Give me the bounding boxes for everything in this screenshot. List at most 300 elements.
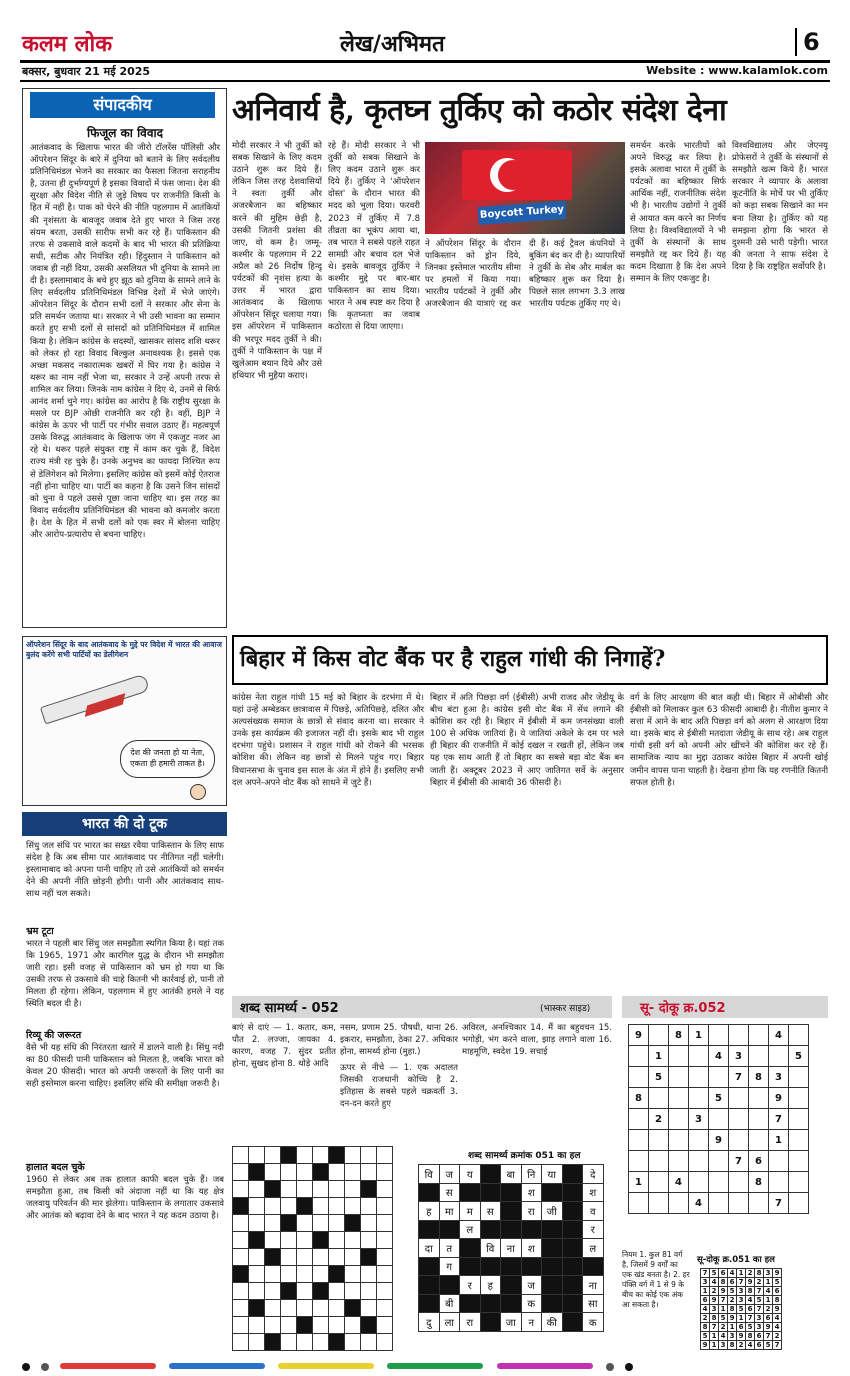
sudoku-answer-cell: 3: [764, 1269, 773, 1278]
bihar-column-2: बिहार में अति पिछड़ा वर्ग (ईबीसी) अभी राजद और जेडीयू के बीच बंटा हुआ है। कांग्रेस इसी वोट बैंक में सेंध लगाने की कोशिश कर रही है। बिहार में ईबीसी में कम जनसंख्या वाली 100 से अधिक जातियां हैं। ये जातियां अकेले के दम पर भले ही बिहार की राजनीति में कोई दखल न रखती हों, लेकिन जब यह एक साथ आती हैं तो बिहार का सबसे बड़ा वोट बैंक बन जाती हैं। अक्टूबर 2023 में आए जातिगत सर्वे के अनुसार बिहार में ईबीसी की आबादी 36 फीसदी है।: [430, 693, 624, 788]
sudoku-cell: 1: [769, 1130, 789, 1151]
word-answer-cell: र: [460, 1276, 481, 1295]
crossword-cell[interactable]: [329, 1300, 345, 1317]
page-number: 6: [795, 28, 820, 56]
crossword-cell[interactable]: [281, 1283, 297, 1300]
crossword-cell[interactable]: [329, 1334, 345, 1351]
crossword-cell[interactable]: [377, 1334, 393, 1351]
crossword-cell[interactable]: [249, 1198, 265, 1215]
crossword-cell[interactable]: [377, 1215, 393, 1232]
sudoku-answer-cell: 5: [773, 1278, 782, 1287]
crossword-cell[interactable]: [233, 1164, 249, 1181]
column-heading: भारत की दो टूक: [22, 812, 227, 836]
crossword-cell[interactable]: [361, 1232, 377, 1249]
crossword-cell[interactable]: [297, 1232, 313, 1249]
crossword-cell[interactable]: [297, 1147, 313, 1164]
crossword-cell[interactable]: [377, 1198, 393, 1215]
sudoku-cell: [789, 1088, 809, 1109]
sudoku-answer-cell: 1: [764, 1296, 773, 1305]
word-clues-across: बाएं से दाएं — 1. कतार, कम, पौत 2. लज्जा, जायका 4. कारण, वजह 7. सुंदर प्रतीत होना, सुखद होना 8. थोड़े आदि: [232, 1023, 336, 1070]
sudoku-cell: 2: [649, 1109, 669, 1130]
crossword-cell[interactable]: [297, 1317, 313, 1334]
sudoku-answer-cell: 8: [710, 1314, 719, 1323]
crossword-cell[interactable]: [265, 1164, 281, 1181]
crossword-cell[interactable]: [233, 1249, 249, 1266]
word-clues-right: नसम, प्रणाम 25. पौषधी, थाना 26. इकरार, समझौता, ठेका 27. अधिकार होना, सामर्थ्य होना (मुहा.): [340, 1023, 458, 1058]
sudoku-answer-cell: 7: [755, 1305, 764, 1314]
crossword-cell[interactable]: [329, 1232, 345, 1249]
crossword-cell[interactable]: [297, 1164, 313, 1181]
crossword-cell[interactable]: [281, 1249, 297, 1266]
black-dot: [22, 1363, 30, 1371]
crossword-cell[interactable]: [265, 1266, 281, 1283]
word-answer-cell: ल: [460, 1220, 481, 1239]
sudoku-cell: [789, 1130, 809, 1151]
crossword-cell[interactable]: [345, 1317, 361, 1334]
crossword-cell[interactable]: [361, 1249, 377, 1266]
sudoku-answer-cell: 2: [728, 1296, 737, 1305]
crossword-cell[interactable]: [297, 1334, 313, 1351]
sudoku-cell: [689, 1088, 709, 1109]
sudoku-cell: [669, 1193, 689, 1214]
sudoku-answer-cell: 9: [728, 1314, 737, 1323]
subhead-3: हालात बदल चुके: [26, 1162, 85, 1173]
sudoku-cell: [749, 1046, 769, 1067]
sudoku-answer-cell: 6: [773, 1287, 782, 1296]
sudoku-cell: 9: [709, 1130, 729, 1151]
main-article-column-1: मोदी सरकार ने भी तुर्की को सबक सिखाने के लिए कदम उठाने शुरू कर दिये हैं। लेकिन जिस तरह देशवासियों ने स्वतः तुर्की और अजरबैजान का बहिष्कार करने की मुहिम छेड़ी है, उसकी जितनी प्रशंसा की जाए, वो कम है। जम्मू-कश्मीर के पहलगाम में 22 अप्रैल को 26 निर्दोष हिन्दू पर्यटकों की नृशंस हत्या के उत्तर में भारत द्वारा आतंकवाद के खिलाफ ऑपरेशन सिंदूर चलाया गया। इस ऑपरेशन में पाकिस्तान की भरपूर मदद तुर्की ने की। तुर्की ने पाकिस्तान के पक्ष में खुलेआम बयान दिये और उसे हथियार भी मुहैया कराए।: [232, 141, 322, 381]
sudoku-cell: [709, 1025, 729, 1046]
crossword-cell[interactable]: [297, 1215, 313, 1232]
crossword-cell[interactable]: [377, 1181, 393, 1198]
crossword-cell[interactable]: [329, 1181, 345, 1198]
crossword-cell[interactable]: [265, 1249, 281, 1266]
crossword-cell[interactable]: [377, 1147, 393, 1164]
crossword-cell[interactable]: [361, 1283, 377, 1300]
word-answer-cell: नि: [521, 1165, 542, 1184]
sudoku-cell: [669, 1088, 689, 1109]
cartoon-figure: [190, 784, 206, 800]
sudoku-cell: 8: [669, 1025, 689, 1046]
sudoku-cell: [669, 1109, 689, 1130]
crossword-cell[interactable]: [345, 1334, 361, 1351]
crossword-cell[interactable]: [265, 1198, 281, 1215]
sudoku-cell: [749, 1025, 769, 1046]
sudoku-answer-cell: 1: [719, 1305, 728, 1314]
word-answer-cell: ना: [583, 1276, 604, 1295]
crossword-cell[interactable]: [249, 1232, 265, 1249]
sudoku-cell: 5: [789, 1046, 809, 1067]
crossword-cell[interactable]: [297, 1300, 313, 1317]
cartoon-caption: ऑपरेशन सिंदूर के बाद आतंकवाद के मुद्दे पर विदेश में भारत की आवाज बुलंद करेंगे सभी पार्टियों का डेलीगेशन: [26, 640, 222, 659]
sudoku-cell: 9: [629, 1025, 649, 1046]
sudoku-answer-cell: 3: [728, 1332, 737, 1341]
crossword-cell[interactable]: [345, 1300, 361, 1317]
sudoku-cell: [649, 1193, 669, 1214]
sudoku-cell: [789, 1193, 809, 1214]
sudoku-answer-cell: 9: [719, 1287, 728, 1296]
main-article-column-2: रहे हैं। मोदी सरकार ने भी तुर्की को सबक सिखाने के लिए कदम उठाने शुरू कर दिये हैं। तुर्किए ने 'ऑपरेशन दोस्त' के दौरान भारत की मदद को भुला दिया। फरवरी 2023 में तुर्किए में 7.8 तीव्रता का भूकंप आया था, तब भारत ने सबसे पहले राहत सामग्री और बचाव दल भेजे थे। इसके बावजूद तुर्किए ने कश्मीर मुद्दे पर बार-बार पाकिस्तान का साथ दिया। भारत ने अब स्पष्ट कर दिया है कि कृतघ्नता का जवाब कठोरता से दिया जाएगा।: [328, 141, 420, 333]
sudoku-answer-cell: 3: [737, 1287, 746, 1296]
word-answer-cell: [562, 1220, 583, 1239]
sudoku-cell: [789, 1109, 809, 1130]
word-answer-cell: रा: [521, 1202, 542, 1221]
crossword-cell[interactable]: [377, 1300, 393, 1317]
crossword-cell[interactable]: [233, 1317, 249, 1334]
crossword-cell[interactable]: [361, 1334, 377, 1351]
sudoku-cell: [789, 1151, 809, 1172]
crossword-cell[interactable]: [281, 1300, 297, 1317]
sudoku-answer-cell: 5: [701, 1332, 710, 1341]
sudoku-answer-cell: 1: [737, 1314, 746, 1323]
sudoku-cell: [769, 1151, 789, 1172]
crossword-cell[interactable]: [249, 1249, 265, 1266]
crossword-grid[interactable]: [232, 1146, 393, 1351]
crossword-cell[interactable]: [329, 1198, 345, 1215]
crossword-cell[interactable]: [313, 1164, 329, 1181]
sudoku-cell: [629, 1130, 649, 1151]
crossword-cell[interactable]: [281, 1198, 297, 1215]
crossword-cell[interactable]: [329, 1283, 345, 1300]
sudoku-cell: [789, 1067, 809, 1088]
sudoku-answer-cell: 2: [701, 1314, 710, 1323]
bihar-headline: बिहार में किस वोट बैंक पर है राहुल गांधी की निगाहें?: [240, 646, 666, 672]
top-rule: [20, 60, 830, 63]
crossword-cell[interactable]: [361, 1317, 377, 1334]
main-article-column-5: विश्वविद्यालय और जेएनयू प्रोफेसरों ने तुर्की के संस्थानों से समझौते खत्म किये हैं। भारत सरकार ने व्यापार के अलावा कूटनीति के मोर्चे पर भी तुर्किए को कड़ा सबक सिखाने का मन बना लिया है। तुर्किए को यह समझना होगा कि भारत से दुश्मनी उसे भारी पड़ेगी। भारत की जनता ने साफ संदेश दे दिया है कि राष्ट्रहित सर्वोपरि है।: [732, 141, 828, 272]
sudoku-grid[interactable]: [628, 1024, 809, 1214]
crossword-cell[interactable]: [361, 1300, 377, 1317]
crossword-cell[interactable]: [265, 1283, 281, 1300]
crossword-cell[interactable]: [297, 1249, 313, 1266]
word-answer-cell: त: [439, 1239, 460, 1258]
sudoku-answer-cell: 1: [737, 1269, 746, 1278]
sudoku-answer-cell: 3: [755, 1323, 764, 1332]
sudoku-cell: [729, 1130, 749, 1151]
crossword-cell[interactable]: [297, 1181, 313, 1198]
sudoku-answer-cell: 6: [728, 1278, 737, 1287]
sudoku-answer-cell: 2: [773, 1332, 782, 1341]
sudoku-answer-cell: 8: [701, 1323, 710, 1332]
crossword-cell[interactable]: [329, 1317, 345, 1334]
column-para-2: वैसे भी यह संधि की निरंतरता खतरे में डालने वाली है। सिंधु नदी का 80 फीसदी पानी पाकिस्तान को मिलता है, जबकि भारत को केवल 20 फीसदी। भारत को अपनी जरूरतों के लिए पानी का सही इस्तेमाल करना चाहिए। इसलिए संधि की समीक्षा जरूरी है।: [26, 1043, 224, 1090]
crossword-cell[interactable]: [313, 1317, 329, 1334]
sudoku-cell: 4: [709, 1046, 729, 1067]
word-answer-cell: ह: [480, 1276, 501, 1295]
word-answer-cell: [480, 1165, 501, 1184]
word-answer-cell: [501, 1183, 522, 1202]
sudoku-cell: 5: [649, 1067, 669, 1088]
sudoku-cell: [709, 1172, 729, 1193]
crossword-cell[interactable]: [361, 1198, 377, 1215]
black-dot: [625, 1363, 633, 1371]
crossword-cell[interactable]: [249, 1300, 265, 1317]
crossword-cell[interactable]: [377, 1266, 393, 1283]
word-answer-cell: य: [460, 1165, 481, 1184]
sudoku-cell: [629, 1067, 649, 1088]
word-answer-cell: [460, 1183, 481, 1202]
sudoku-cell: [769, 1172, 789, 1193]
sudoku-answer-cell: 6: [764, 1314, 773, 1323]
word-answer-cell: या: [542, 1165, 563, 1184]
sudoku-cell: [689, 1172, 709, 1193]
crossword-cell[interactable]: [329, 1266, 345, 1283]
sudoku-cell: [749, 1193, 769, 1214]
sudoku-answer-cell: 5: [746, 1323, 755, 1332]
word-answer-cell: [562, 1183, 583, 1202]
gray-dot: [606, 1363, 614, 1371]
crossword-cell[interactable]: [249, 1334, 265, 1351]
sudoku-answer-cell: 9: [701, 1341, 710, 1350]
word-answer-cell: श: [521, 1183, 542, 1202]
crossword-cell[interactable]: [297, 1198, 313, 1215]
sudoku-cell: 1: [629, 1172, 649, 1193]
word-answer-cell: [480, 1183, 501, 1202]
second-rule: [20, 80, 830, 82]
sudoku-answer-cell: 1: [710, 1332, 719, 1341]
sudoku-cell: 7: [729, 1151, 749, 1172]
crossword-cell[interactable]: [345, 1164, 361, 1181]
word-answer-cell: बा: [501, 1165, 522, 1184]
sudoku-cell: [709, 1151, 729, 1172]
crossword-cell[interactable]: [345, 1215, 361, 1232]
sudoku-cell: [649, 1088, 669, 1109]
crossword-cell[interactable]: [249, 1215, 265, 1232]
crossword-cell[interactable]: [313, 1181, 329, 1198]
crossword-cell[interactable]: [233, 1334, 249, 1351]
word-answer-cell: [460, 1294, 481, 1313]
crossword-cell[interactable]: [265, 1215, 281, 1232]
sudoku-answer-cell: 2: [719, 1323, 728, 1332]
crossword-cell[interactable]: [313, 1198, 329, 1215]
crossword-cell[interactable]: [345, 1198, 361, 1215]
crossword-cell[interactable]: [361, 1266, 377, 1283]
word-answer-cell: [480, 1313, 501, 1332]
sudoku-cell: [689, 1067, 709, 1088]
crossword-cell[interactable]: [313, 1249, 329, 1266]
crossword-cell[interactable]: [377, 1232, 393, 1249]
word-answer-cell: वि: [480, 1239, 501, 1258]
sudoku-cell: 4: [689, 1193, 709, 1214]
word-answer-title: शब्द सामर्थ्य क्रमांक 051 का हल: [468, 1151, 581, 1161]
word-answer-cell: वि: [419, 1165, 440, 1184]
sudoku-cell: [789, 1172, 809, 1193]
sudoku-cell: 8: [629, 1088, 649, 1109]
crossword-cell[interactable]: [249, 1266, 265, 1283]
sudoku-cell: 8: [749, 1172, 769, 1193]
crossword-cell[interactable]: [249, 1317, 265, 1334]
sudoku-cell: 9: [769, 1088, 789, 1109]
crossword-cell[interactable]: [313, 1215, 329, 1232]
word-answer-cell: ह: [419, 1202, 440, 1221]
crossword-cell[interactable]: [265, 1334, 281, 1351]
crossword-cell[interactable]: [281, 1215, 297, 1232]
crossword-cell[interactable]: [265, 1181, 281, 1198]
word-answer-cell: ला: [439, 1313, 460, 1332]
sudoku-answer-cell: 9: [773, 1305, 782, 1314]
crossword-cell[interactable]: [313, 1147, 329, 1164]
sudoku-answer-cell: 2: [755, 1278, 764, 1287]
sudoku-cell: 5: [709, 1088, 729, 1109]
sudoku-answer-cell: 1: [764, 1278, 773, 1287]
crossword-cell[interactable]: [313, 1334, 329, 1351]
crossword-cell[interactable]: [233, 1147, 249, 1164]
crossword-cell[interactable]: [329, 1215, 345, 1232]
crossword-cell[interactable]: [265, 1300, 281, 1317]
sudoku-cell: 6: [749, 1151, 769, 1172]
sudoku-cell: 1: [649, 1046, 669, 1067]
crossword-cell[interactable]: [249, 1147, 265, 1164]
crossword-cell[interactable]: [249, 1283, 265, 1300]
crossword-cell[interactable]: [233, 1215, 249, 1232]
crossword-cell[interactable]: [281, 1232, 297, 1249]
sudoku-cell: [729, 1025, 749, 1046]
sudoku-answer-cell: 7: [773, 1341, 782, 1350]
sudoku-answer-cell: 6: [755, 1332, 764, 1341]
crossword-cell[interactable]: [345, 1147, 361, 1164]
word-answer-cell: [562, 1294, 583, 1313]
dateline: बक्सर, बुधवार 21 मई 2025: [22, 65, 151, 78]
crossword-cell[interactable]: [233, 1181, 249, 1198]
crossword-cell[interactable]: [313, 1300, 329, 1317]
crossword-cell[interactable]: [233, 1266, 249, 1283]
word-answer-cell: [521, 1257, 542, 1276]
sudoku-answer-cell: 6: [701, 1296, 710, 1305]
crossword-cell[interactable]: [345, 1249, 361, 1266]
crossword-cell[interactable]: [281, 1317, 297, 1334]
sudoku-cell: 3: [769, 1067, 789, 1088]
crossword-cell[interactable]: [377, 1249, 393, 1266]
sudoku-answer-cell: 4: [719, 1332, 728, 1341]
crossword-cell[interactable]: [329, 1147, 345, 1164]
sudoku-cell: [629, 1193, 649, 1214]
crossword-cell[interactable]: [329, 1249, 345, 1266]
crossword-cell[interactable]: [297, 1266, 313, 1283]
sudoku-cell: 7: [729, 1067, 749, 1088]
sudoku-answer-cell: 3: [701, 1278, 710, 1287]
crossword-cell[interactable]: [377, 1164, 393, 1181]
newspaper-logo: कलम लोक: [22, 31, 113, 57]
sudoku-rules: नियम 1. कुल 81 वर्ग है, जिसमें 9 वर्गों का एक खंड बनता है। 2. हर पंक्ति वर्ग में 1 से 9 के बीच का कोई एक अंक आ सकता है।: [622, 1250, 690, 1309]
crossword-cell[interactable]: [361, 1181, 377, 1198]
sudoku-answer-title: सू-दोकू क्र.051 का हल: [697, 1255, 775, 1265]
sudoku-cell: [669, 1046, 689, 1067]
word-answer-cell: [562, 1257, 583, 1276]
sudoku-cell: [649, 1130, 669, 1151]
crossword-cell[interactable]: [281, 1266, 297, 1283]
word-answer-cell: दे: [583, 1165, 604, 1184]
sudoku-cell: [749, 1130, 769, 1151]
crossword-cell[interactable]: [345, 1181, 361, 1198]
crossword-cell[interactable]: [345, 1232, 361, 1249]
sudoku-answer-cell: 8: [746, 1287, 755, 1296]
word-answer-cell: [521, 1220, 542, 1239]
column-intro: सिंधु जल संधि पर भारत का सख्त रवैया पाकिस्तान के लिए साफ संदेश है कि अब सीमा पार आतंकवाद पर नीतिगत नहीं चलेगी। इस्लामाबाद को अपना पानी चाहिए तो उसे आतंकियों को समर्थन देने की अपनी नीति छोड़नी होगी। पानी और आतंकवाद साथ-साथ नहीं चल सकते।: [26, 841, 224, 900]
crossword-cell[interactable]: [297, 1283, 313, 1300]
crossword-cell[interactable]: [313, 1266, 329, 1283]
crossword-cell[interactable]: [233, 1232, 249, 1249]
word-answer-cell: [480, 1294, 501, 1313]
word-answer-cell: [419, 1294, 440, 1313]
sudoku-answer-cell: 6: [755, 1341, 764, 1350]
crossword-cell[interactable]: [265, 1147, 281, 1164]
crossword-cell[interactable]: [233, 1300, 249, 1317]
crossword-cell[interactable]: [377, 1317, 393, 1334]
crossword-cell[interactable]: [249, 1181, 265, 1198]
sudoku-answer-cell: 7: [701, 1269, 710, 1278]
crossword-cell[interactable]: [345, 1266, 361, 1283]
word-answer-grid: [418, 1164, 604, 1332]
crossword-cell[interactable]: [377, 1283, 393, 1300]
word-answer-cell: [419, 1276, 440, 1295]
sudoku-answer-cell: 7: [719, 1296, 728, 1305]
sudoku-answer-cell: 2: [710, 1287, 719, 1296]
word-answer-cell: [542, 1220, 563, 1239]
word-answer-cell: [542, 1294, 563, 1313]
sudoku-cell: [749, 1109, 769, 1130]
sudoku-cell: [669, 1151, 689, 1172]
crossword-cell[interactable]: [281, 1164, 297, 1181]
sudoku-cell: 3: [689, 1109, 709, 1130]
sudoku-answer-cell: 3: [710, 1305, 719, 1314]
crossword-cell[interactable]: [233, 1198, 249, 1215]
sudoku-answer-cell: 4: [701, 1305, 710, 1314]
sudoku-answer-cell: 5: [764, 1341, 773, 1350]
word-answer-cell: [501, 1220, 522, 1239]
word-answer-cell: [419, 1257, 440, 1276]
crossword-cell[interactable]: [313, 1283, 329, 1300]
sudoku-answer-cell: 4: [773, 1323, 782, 1332]
crossword-cell[interactable]: [233, 1283, 249, 1300]
sudoku-cell: 8: [749, 1067, 769, 1088]
word-answer-cell: सा: [583, 1294, 604, 1313]
crossword-cell[interactable]: [281, 1334, 297, 1351]
green-bar: [387, 1363, 483, 1369]
word-answer-cell: [480, 1257, 501, 1276]
crossword-cell[interactable]: [281, 1147, 297, 1164]
word-answer-cell: व: [583, 1202, 604, 1221]
sudoku-answer-cell: 5: [755, 1296, 764, 1305]
crossword-cell[interactable]: [265, 1317, 281, 1334]
crossword-cell[interactable]: [345, 1283, 361, 1300]
sudoku-answer-cell: 7: [710, 1323, 719, 1332]
crossword-cell[interactable]: [281, 1181, 297, 1198]
sudoku-answer-cell: 1: [710, 1341, 719, 1350]
word-answer-cell: [439, 1276, 460, 1295]
speech-bubble: देश की जनता हो या नेता, एकता ही हमारी ताकत है।: [120, 740, 215, 778]
crossword-cell[interactable]: [329, 1164, 345, 1181]
crossword-cell[interactable]: [361, 1147, 377, 1164]
sudoku-cell: [729, 1109, 749, 1130]
crossword-cell[interactable]: [265, 1232, 281, 1249]
sudoku-cell: [689, 1151, 709, 1172]
crossword-cell[interactable]: [313, 1232, 329, 1249]
crossword-cell[interactable]: [361, 1164, 377, 1181]
word-answer-cell: [460, 1257, 481, 1276]
word-answer-cell: ज: [521, 1276, 542, 1295]
word-answer-cell: क: [583, 1313, 604, 1332]
sudoku-answer-cell: 2: [764, 1305, 773, 1314]
word-answer-cell: [562, 1239, 583, 1258]
website-link[interactable]: Website : www.kalamlok.com: [646, 64, 828, 77]
crossword-cell[interactable]: [249, 1164, 265, 1181]
magenta-bar: [497, 1363, 593, 1369]
sudoku-answer-cell: 9: [764, 1323, 773, 1332]
word-answer-cell: क: [521, 1294, 542, 1313]
column-para-3: 1960 से लेकर अब तक हालात काफी बदल चुके हैं। जब समझौता हुआ, तब किसी को अंदाजा नहीं था कि यह क्षेत्र जलवायु परिवर्तन की मार झेलेगा। पाकिस्तान के लगातार उकसावे और आतंक को बढ़ावा देने के बाद भारत ने यह कदम उठाया है।: [26, 1175, 224, 1222]
footer-registration-marks: [22, 1356, 828, 1364]
crossword-cell[interactable]: [361, 1215, 377, 1232]
